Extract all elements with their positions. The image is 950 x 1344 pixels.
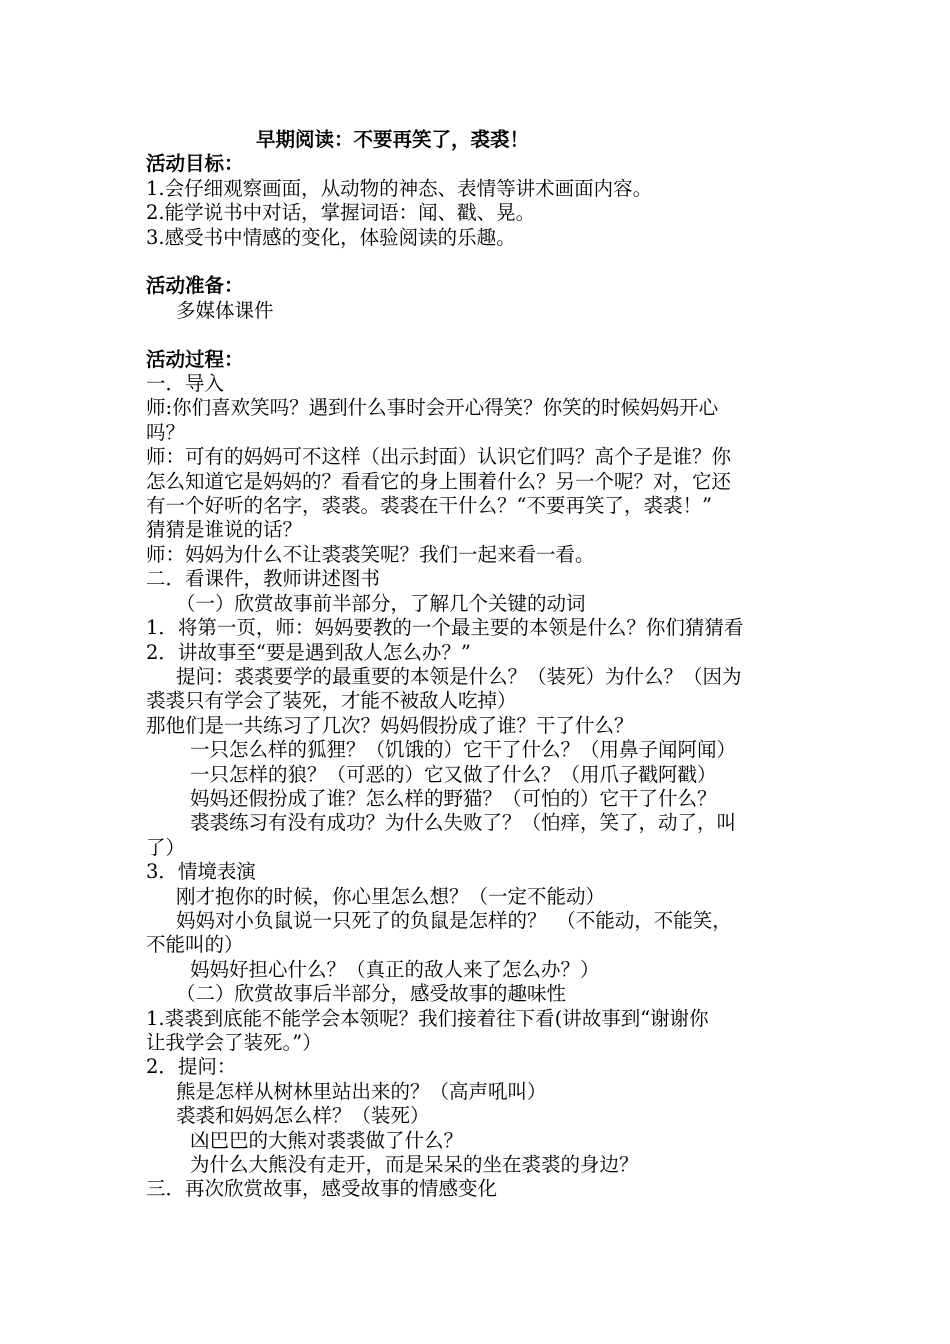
paragraph-line: 那他们是一共练习了几次？妈妈假扮成了谁？干了什么？ bbox=[146, 713, 634, 737]
paragraph-line: 一只怎样的狼？（可恶的）它又做了什么？（用爪子戳阿戳） bbox=[190, 762, 717, 786]
paragraph-line: 提问：裘裘要学的最重要的本领是什么？（装死）为什么？（因为 bbox=[176, 664, 742, 688]
section-heading: 一．导入 bbox=[146, 372, 225, 396]
paragraph-line: 怎么知道它是妈妈的？看看它的身上围着什么？另一个呢？对，它还 bbox=[146, 469, 732, 493]
process-heading: 活动过程： bbox=[146, 347, 244, 371]
paragraph-line: 凶巴巴的大熊对裘裘做了什么？ bbox=[190, 1128, 464, 1152]
paragraph-line: 1．将第一页，师：妈妈要教的一个最主要的本领是什么？你们猜猜看 bbox=[146, 616, 744, 640]
paragraph-line: 妈妈还假扮成了谁？怎么样的野猫？（可怕的）它干了什么？ bbox=[190, 786, 717, 810]
paragraph-line: 2．提问： bbox=[146, 1055, 237, 1079]
paragraph-line: 了） bbox=[146, 835, 186, 859]
paragraph-line: 3．情境表演 bbox=[146, 860, 256, 884]
paragraph-line: 不能叫的） bbox=[146, 933, 244, 957]
blank-line bbox=[146, 250, 816, 274]
goal-item: 3.感受书中情感的变化，体验阅读的乐趣。 bbox=[146, 225, 516, 249]
prep-text: 多媒体课件 bbox=[176, 298, 274, 322]
blank-line bbox=[146, 323, 816, 347]
paragraph-line: 吗？ bbox=[146, 420, 186, 444]
paragraph-line: 裘裘练习有没有成功？为什么失败了？（怕痒，笑了，动了，叫 bbox=[190, 811, 737, 835]
paragraph-line: 刚才抱你的时候，你心里怎么想？（一定不能动） bbox=[176, 884, 606, 908]
paragraph-line: 2．讲故事至“要是遇到敌人怎么办？” bbox=[146, 640, 471, 664]
paragraph-line: 让我学会了装死。”） bbox=[146, 1031, 322, 1054]
paragraph-line: 1.裘裘到底能不能学会本领呢？我们接着往下看(讲故事到“谢谢你 bbox=[146, 1006, 709, 1030]
goals-heading: 活动目标： bbox=[146, 152, 244, 176]
paragraph-line: 裘裘和妈妈怎么样？（装死） bbox=[176, 1104, 430, 1128]
paragraph-line: 妈妈对小负鼠说一只死了的负鼠是怎样的？ （不能动，不能笑， bbox=[176, 908, 732, 932]
paragraph-line: 师：妈妈为什么不让裘裘笑呢？我们一起来看一看。 bbox=[146, 542, 595, 566]
subsection-heading: （二）欣赏故事后半部分，感受故事的趣味性 bbox=[176, 982, 567, 1006]
paragraph-line: 猜猜是谁说的话？ bbox=[146, 518, 303, 542]
subsection-heading: （一）欣赏故事前半部分，了解几个关键的动词 bbox=[176, 591, 586, 615]
paragraph-line: 有一个好听的名字，裘裘。裘裘在干什么？“不要再笑了，裘裘！” bbox=[146, 494, 712, 518]
prep-heading: 活动准备： bbox=[146, 274, 244, 298]
page-title: 早期阅读：不要再笑了，裘裘！ bbox=[256, 128, 530, 151]
paragraph-line: 为什么大熊没有走开，而是呆呆的坐在裘裘的身边？ bbox=[190, 1153, 639, 1177]
paragraph-line: 熊是怎样从树林里站出来的？（高声吼叫） bbox=[176, 1079, 547, 1103]
paragraph-line: 师:你们喜欢笑吗？遇到什么事时会开心得笑？你笑的时候妈妈开心 bbox=[146, 396, 719, 420]
section-heading: 二．看课件，教师讲述图书 bbox=[146, 567, 381, 591]
paragraph-line: 一只怎么样的狐狸？（饥饿的）它干了什么？（用鼻子闻阿闻） bbox=[190, 738, 737, 762]
goal-item: 2.能学说书中对话，掌握词语：闻、戳、晃。 bbox=[146, 201, 536, 225]
document-body bbox=[146, 128, 816, 1202]
section-heading: 三．再次欣赏故事，感受故事的情感变化 bbox=[146, 1177, 498, 1201]
goal-item: 1.会仔细观察画面，从动物的神态、表情等讲术画面内容。 bbox=[146, 176, 653, 200]
paragraph-line: 妈妈好担心什么？（真正的敌人来了怎么办？） bbox=[190, 957, 600, 981]
paragraph-line: 师：可有的妈妈可不这样（出示封面）认识它们吗？高个子是谁？你 bbox=[146, 445, 732, 469]
paragraph-line: 裘裘只有学会了装死，才能不被敌人吃掉） bbox=[146, 689, 517, 713]
